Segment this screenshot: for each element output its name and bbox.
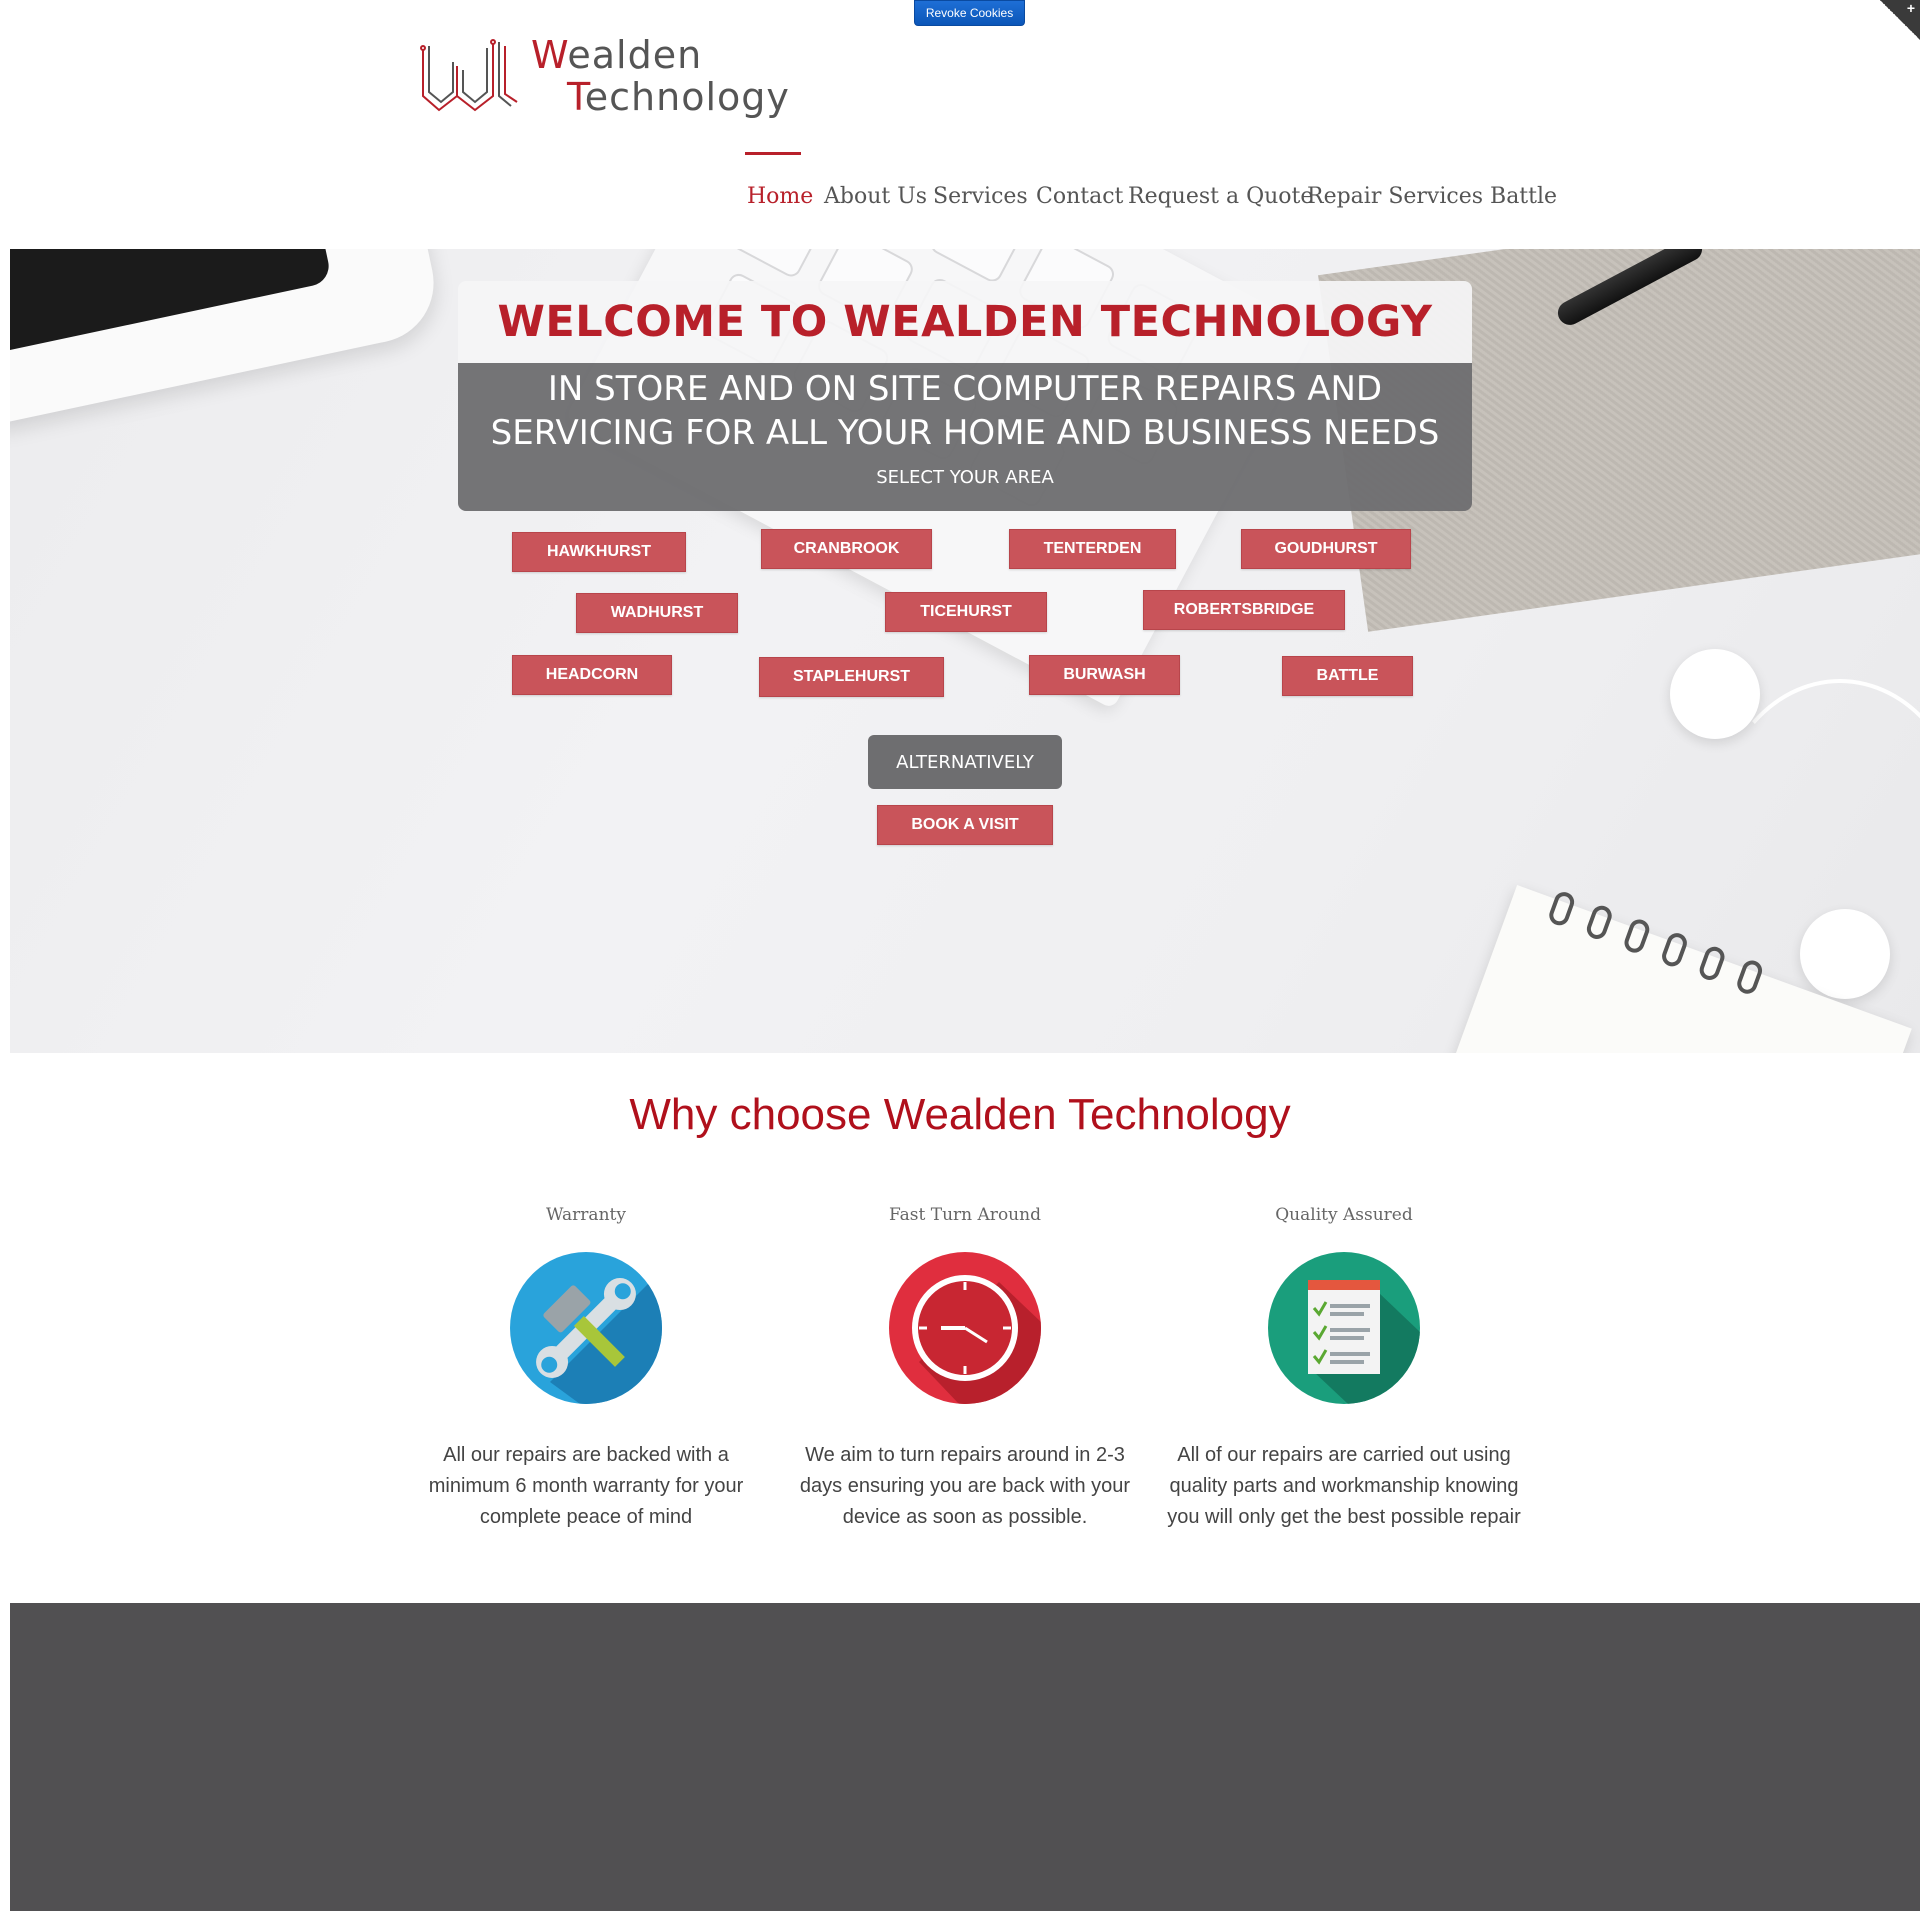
logo-word-ealden: ealden	[567, 33, 703, 77]
select-area-label: SELECT YOUR AREA	[876, 467, 1054, 488]
clock-icon	[889, 1252, 1041, 1404]
area-button-wadhurst[interactable]: WADHURST	[576, 593, 738, 633]
nav-contact[interactable]: Contact	[1036, 184, 1124, 209]
logo-w-icon	[417, 36, 527, 116]
site-logo[interactable]	[417, 30, 814, 122]
area-button-battle[interactable]: BATTLE	[1282, 656, 1413, 696]
welcome-box	[458, 281, 1472, 511]
logo-letter-t: T	[567, 75, 585, 119]
hero-banner	[10, 249, 1920, 1053]
area-button-goudhurst[interactable]: GOUDHURST	[1241, 529, 1411, 569]
hero-title: WELCOME TO WEALDEN TECHNOLOGY	[458, 281, 1472, 363]
nav-repair-services-battle[interactable]: Repair Services Battle	[1307, 184, 1558, 209]
tools-icon	[510, 1252, 662, 1404]
book-visit-button[interactable]: BOOK A VISIT	[877, 805, 1053, 845]
area-button-cranbrook[interactable]: CRANBROOK	[761, 529, 932, 569]
alternatively-label: ALTERNATIVELY	[868, 735, 1062, 789]
nav-home[interactable]: Home	[747, 184, 814, 209]
feature-title: Fast Turn Around	[889, 1205, 1041, 1225]
corner-toggle[interactable]	[1880, 0, 1920, 40]
nav-request-quote[interactable]: Request a Quote	[1128, 184, 1314, 209]
logo-word-echnology: echnology	[584, 75, 790, 119]
footer-band	[10, 1603, 1920, 1911]
feature-quality-assured	[1164, 1205, 1524, 1533]
feature-text: All our repairs are backed with a minimum 6 month warranty for your complete peace of mind	[428, 1444, 744, 1528]
logo-letter-w: W	[531, 33, 568, 77]
area-button-burwash[interactable]: BURWASH	[1029, 655, 1180, 695]
hero-subtitle-line2: SERVICING FOR ALL YOUR HOME AND BUSINESS NEEDS	[490, 413, 1440, 453]
feature-title: Warranty	[546, 1205, 626, 1225]
feature-title: Quality Assured	[1275, 1205, 1413, 1225]
area-button-headcorn[interactable]: HEADCORN	[512, 655, 672, 695]
revoke-cookies-button[interactable]: Revoke Cookies	[914, 0, 1025, 26]
hero-subtitle-line1: IN STORE AND ON SITE COMPUTER REPAIRS AND	[547, 369, 1383, 409]
earbud-image	[1670, 649, 1760, 739]
feature-text: We aim to turn repairs around in 2-3 days ensuring you are back with your device as soon as possible.	[799, 1444, 1131, 1528]
area-button-tenterden[interactable]: TENTERDEN	[1009, 529, 1176, 569]
area-button-hawkhurst[interactable]: HAWKHURST	[512, 532, 686, 572]
area-button-staplehurst[interactable]: STAPLEHURST	[759, 657, 944, 697]
nav-active-indicator	[745, 152, 801, 155]
area-button-robertsbridge[interactable]: ROBERTSBRIDGE	[1143, 590, 1345, 630]
feature-fast-turn-around	[785, 1205, 1145, 1533]
plus-icon: +	[1906, 0, 1915, 16]
area-button-ticehurst[interactable]: TICEHURST	[885, 592, 1047, 632]
main-nav	[740, 150, 1920, 250]
checklist-icon	[1268, 1252, 1420, 1404]
nav-about-us[interactable]: About Us	[824, 184, 928, 209]
feature-warranty	[406, 1205, 766, 1533]
feature-text: All of our repairs are carried out using quality parts and workmanship knowing you will only get the best possible repair	[1167, 1444, 1521, 1528]
nav-services[interactable]: Services	[933, 184, 1028, 209]
phone-image	[10, 249, 445, 425]
hero-subtitle-box	[458, 363, 1472, 511]
earbud-image	[1800, 909, 1890, 999]
why-title: Why choose Wealden Technology	[629, 1090, 1291, 1139]
